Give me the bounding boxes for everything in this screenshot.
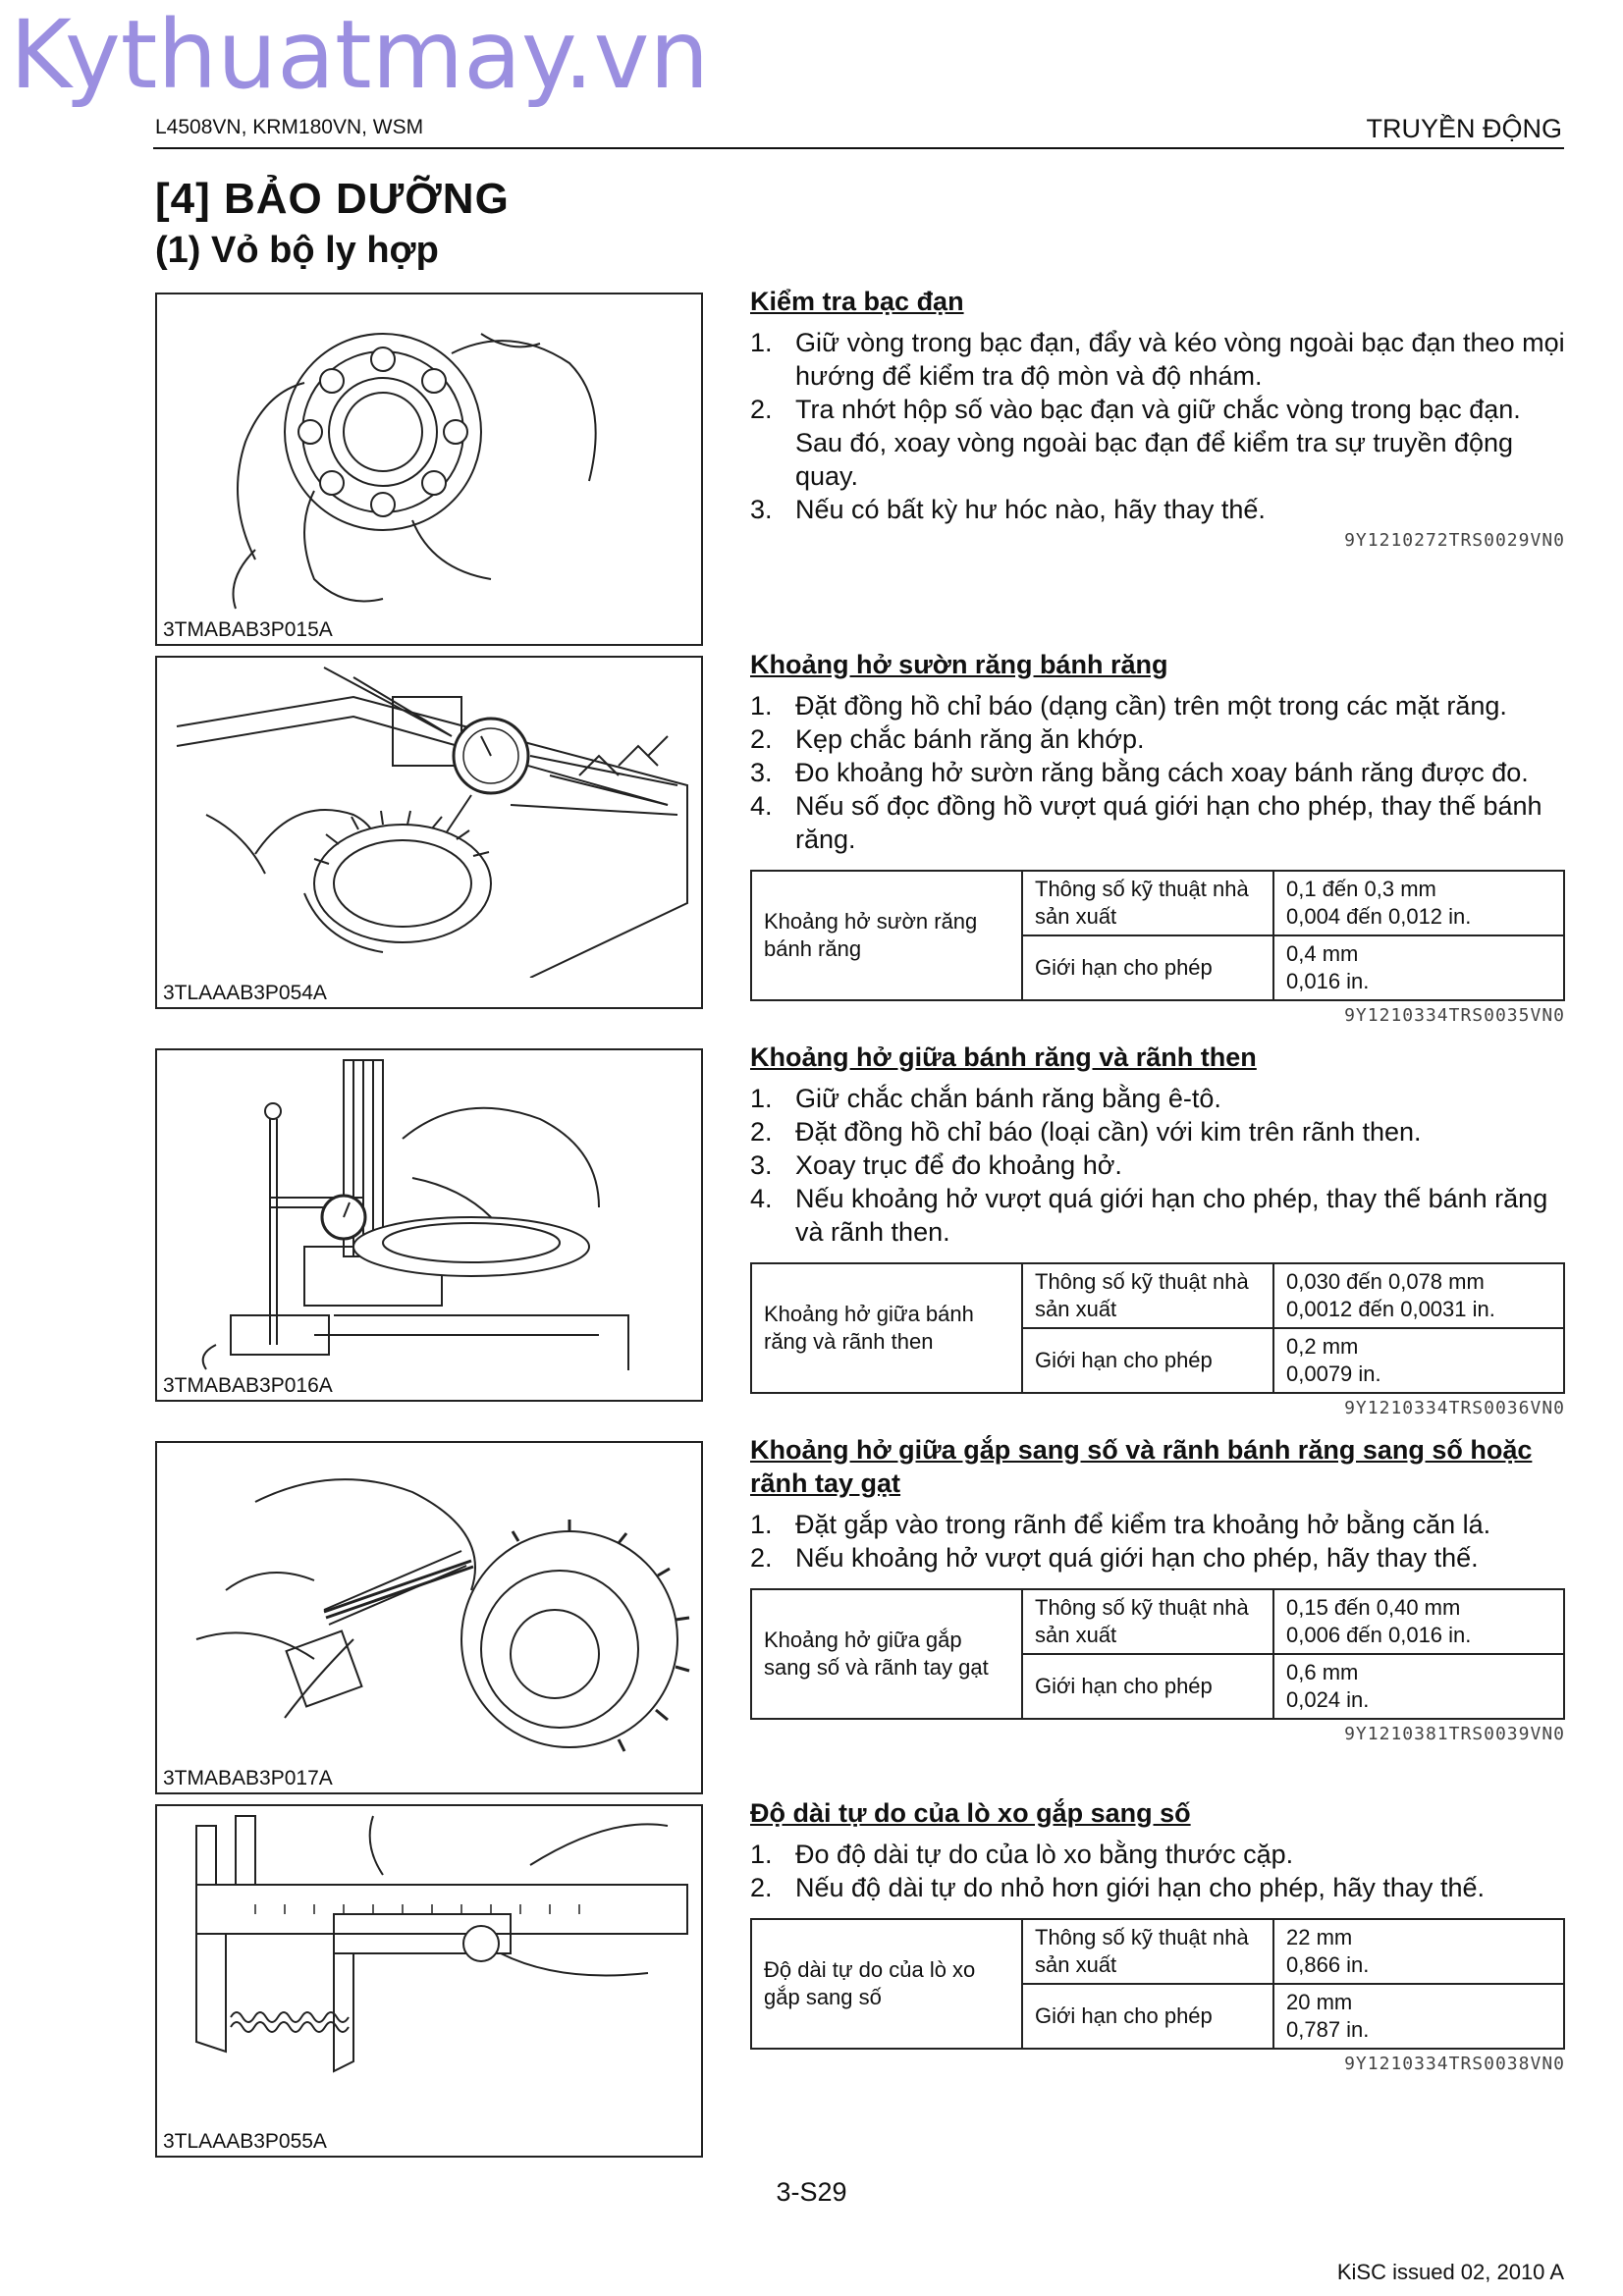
spline-clearance-illustration xyxy=(157,1050,701,1370)
header-model: L4508VN, KRM180VN, WSM xyxy=(155,116,424,138)
header-chapter: TRUYỀN ĐỘNG xyxy=(1366,114,1562,143)
spec-label: Thông số kỹ thuật nhà sản xuất xyxy=(1022,1263,1273,1328)
dial-indicator-backlash-illustration xyxy=(157,658,701,978)
limit-value: 0,2 mm 0,0079 in. xyxy=(1273,1328,1564,1393)
spec-table xyxy=(750,1262,1565,1394)
figure-caliper xyxy=(155,1804,703,2158)
figure-spline xyxy=(155,1048,703,1402)
subsection-heading: (1) Vỏ bộ ly hợp xyxy=(155,230,439,271)
step-list xyxy=(750,1838,1565,1904)
spec-table xyxy=(750,1588,1565,1720)
spec-item: Khoảng hở giữa bánh răng và rãnh then xyxy=(751,1263,1022,1393)
step-list xyxy=(750,1082,1565,1249)
list-item: 1. Đo độ dài tự do của lò xo bằng thước cặp. xyxy=(750,1840,1294,1869)
limit-value: 0,4 mm 0,016 in. xyxy=(1273,935,1564,1000)
list-item: 3. Nếu có bất kỳ hư hóc nào, hãy thay thế. xyxy=(750,495,1266,524)
limit-label: Giới hạn cho phép xyxy=(1022,1984,1273,2049)
spec-item: Độ dài tự do của lò xo gắp sang số xyxy=(751,1919,1022,2049)
vernier-caliper-illustration xyxy=(157,1806,701,2126)
section-spline-clearance xyxy=(750,1041,1565,1418)
figure-caption: 3TMABAB3P016A xyxy=(163,1374,333,1397)
list-item: 1. Đặt đồng hồ chỉ báo (dạng cần) trên một trong các mặt răng. xyxy=(750,691,1507,721)
figure-caption: 3TLAAAB3P054A xyxy=(163,982,327,1004)
limit-value: 0,6 mm 0,024 in. xyxy=(1273,1654,1564,1719)
limit-label: Giới hạn cho phép xyxy=(1022,1654,1273,1719)
document-code: 9Y1210334TRS0038VN0 xyxy=(1344,2054,1565,2074)
spec-label: Thông số kỹ thuật nhà sản xuất xyxy=(1022,871,1273,935)
step-list xyxy=(750,326,1565,526)
list-item: 2. Đặt đồng hồ chỉ báo (loại cần) với kim trên rãnh then. xyxy=(750,1117,1422,1147)
limit-label: Giới hạn cho phép xyxy=(1022,1328,1273,1393)
list-item: 1. Đặt gắp vào trong rãnh để kiểm tra khoảng hở bằng căn lá. xyxy=(750,1510,1491,1539)
spec-value: 0,030 đến 0,078 mm 0,0012 đến 0,0031 in. xyxy=(1273,1263,1564,1328)
document-code: 9Y1210381TRS0039VN0 xyxy=(1344,1724,1565,1744)
section-title: Khoảng hở giữa bánh răng và rãnh then xyxy=(750,1042,1257,1072)
section-gear-backlash xyxy=(750,648,1565,1026)
section-shift-fork-clearance xyxy=(750,1433,1565,1744)
spec-item: Khoảng hở sườn răng bánh răng xyxy=(751,871,1022,1000)
step-list xyxy=(750,689,1565,856)
figure-backlash xyxy=(155,656,703,1009)
list-item: 2. Tra nhớt hộp số vào bạc đạn và giữ chắc vòng trong bạc đạn. Sau đó, xoay vòng ngoài bạc đạn để kiểm tra sự truyền động quay. xyxy=(750,395,1521,491)
list-item: 1. Giữ vòng trong bạc đạn, đẩy và kéo vòng ngoài bạc đạn theo mọi hướng để kiểm tra độ mòn và độ nhám. xyxy=(750,328,1565,391)
list-item: 4. Nếu khoảng hở vượt quá giới hạn cho phép, thay thế bánh răng và rãnh then. xyxy=(750,1184,1548,1247)
section-spring-free-length xyxy=(750,1796,1565,2074)
section-title: Khoảng hở sườn răng bánh răng xyxy=(750,650,1168,679)
spec-item: Khoảng hở giữa gắp sang số và rãnh tay gạt xyxy=(751,1589,1022,1719)
page-number: 3-S29 xyxy=(776,2177,847,2207)
section-heading: [4] BẢO DƯỠNG xyxy=(155,175,510,223)
list-item: 3. Xoay trục để đo khoảng hở. xyxy=(750,1150,1122,1180)
spec-table xyxy=(750,1918,1565,2050)
spec-label: Thông số kỹ thuật nhà sản xuất xyxy=(1022,1919,1273,1984)
figure-feeler xyxy=(155,1441,703,1794)
spec-table xyxy=(750,870,1565,1001)
header-rule xyxy=(153,147,1564,149)
document-code: 9Y1210334TRS0035VN0 xyxy=(1344,1005,1565,1026)
figure-caption: 3TMABAB3P015A xyxy=(163,618,333,641)
issue-info: KiSC issued 02, 2010 A xyxy=(1336,2260,1564,2284)
list-item: 4. Nếu số đọc đồng hồ vượt quá giới hạn cho phép, thay thế bánh răng. xyxy=(750,791,1542,854)
list-item: 2. Nếu độ dài tự do nhỏ hơn giới hạn cho phép, hãy thay thế. xyxy=(750,1873,1485,1902)
list-item: 3. Đo khoảng hở sườn răng bằng cách xoay bánh răng được đo. xyxy=(750,758,1529,787)
spec-value: 0,15 đến 0,40 mm 0,006 đến 0,016 in. xyxy=(1273,1589,1564,1654)
figure-caption: 3TLAAAB3P055A xyxy=(163,2130,327,2153)
section-title: Độ dài tự do của lò xo gắp sang số xyxy=(750,1798,1191,1828)
spec-label: Thông số kỹ thuật nhà sản xuất xyxy=(1022,1589,1273,1654)
figure-caption: 3TMABAB3P017A xyxy=(163,1767,333,1789)
figure-bearing xyxy=(155,293,703,646)
watermark: Kythuatmay.vn xyxy=(10,0,710,110)
document-code: 9Y1210334TRS0036VN0 xyxy=(1344,1398,1565,1418)
list-item: 2. Kẹp chắc bánh răng ăn khớp. xyxy=(750,724,1145,754)
feeler-gauge-illustration xyxy=(157,1443,701,1763)
spec-value: 22 mm 0,866 in. xyxy=(1273,1919,1564,1984)
limit-value: 20 mm 0,787 in. xyxy=(1273,1984,1564,2049)
list-item: 2. Nếu khoảng hở vượt quá giới hạn cho phép, hãy thay thế. xyxy=(750,1543,1479,1573)
step-list xyxy=(750,1508,1565,1575)
document-code: 9Y1210272TRS0029VN0 xyxy=(1344,530,1565,551)
section-bearing-check xyxy=(750,285,1565,551)
bearing-check-illustration xyxy=(157,294,701,614)
list-item: 1. Giữ chắc chắn bánh răng bằng ê-tô. xyxy=(750,1084,1221,1113)
section-title: Kiểm tra bạc đạn xyxy=(750,287,964,316)
limit-label: Giới hạn cho phép xyxy=(1022,935,1273,1000)
section-title: Khoảng hở giữa gắp sang số và rãnh bánh răng sang số hoặc rãnh tay gạt xyxy=(750,1435,1533,1498)
spec-value: 0,1 đến 0,3 mm 0,004 đến 0,012 in. xyxy=(1273,871,1564,935)
